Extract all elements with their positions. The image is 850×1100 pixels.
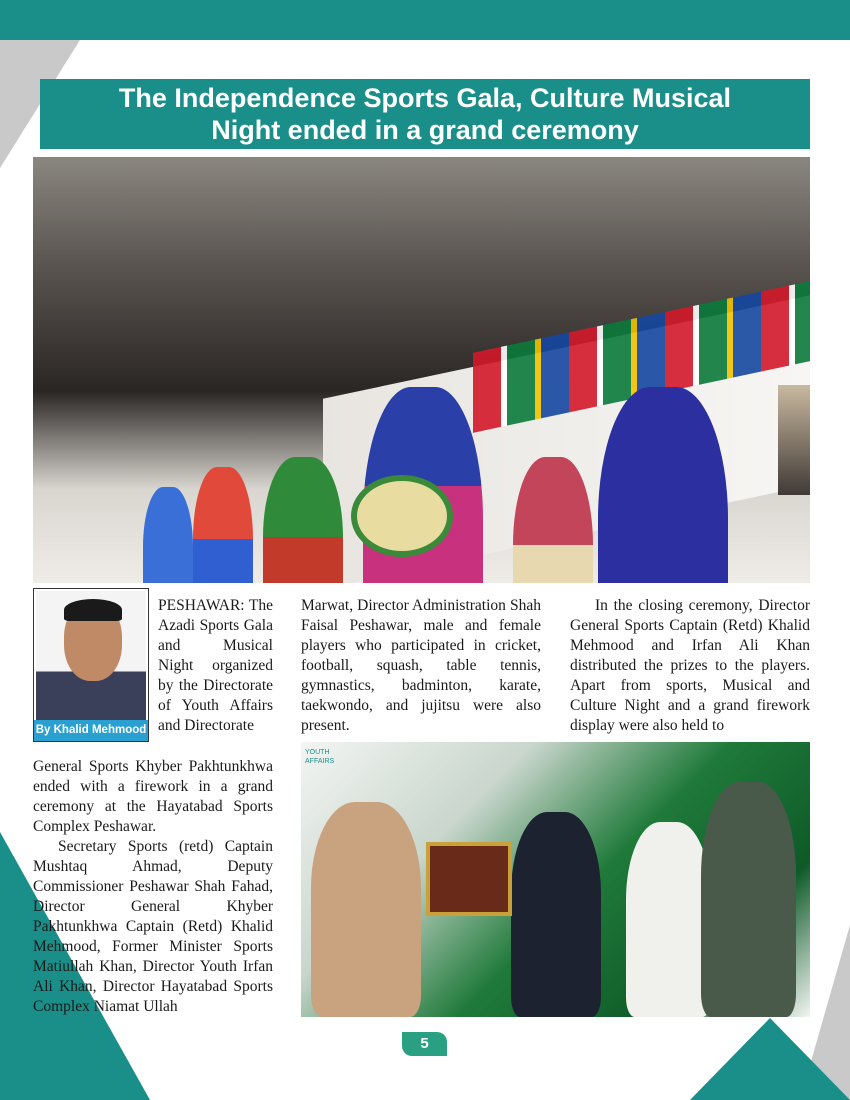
- title-line-2: Night ended in a grand ceremony: [211, 115, 639, 145]
- youth-affairs-logo: YOUTH AFFAIRS: [305, 749, 335, 765]
- dancer-figure: [143, 487, 193, 583]
- award-ceremony-photo: [301, 742, 810, 1017]
- dancer-figure: [513, 457, 593, 583]
- column-3-paragraph: In the closing ceremony, Director General Sports Captain (Retd) Khalid Mehmood and Irfan Ali Khan distributed the prizes to the players. Apart from sports, Musical and Culture Night and a grand firework display were also held to: [570, 597, 810, 734]
- top-bar: [0, 0, 850, 40]
- author-caption: By Khalid Mehmood: [34, 720, 148, 741]
- column-1-paragraph-1: General Sports Khyber Pakhtunkhwa ended with a firework in a grand ceremony at the Hayatabad Sports Complex Peshawar.: [33, 758, 273, 835]
- column-3-text: [570, 596, 810, 736]
- decor-triangle-bottom-right-teal: [690, 1018, 850, 1100]
- person-figure: [701, 782, 796, 1017]
- person-figure: [511, 812, 601, 1017]
- author-box: [33, 588, 149, 742]
- dance-performance-photo: [33, 157, 810, 583]
- dancer-figure: [598, 387, 728, 583]
- column-1-top-text: PESHAWAR: The Azadi Sports Gala and Musical Night organized by the Directorate of Youth Affairs and Directorate: [158, 597, 273, 734]
- award-plaque-icon: [426, 842, 512, 916]
- person-figure: [626, 822, 711, 1017]
- person-figure: [311, 802, 421, 1017]
- article-title: [40, 79, 810, 149]
- column-2-text: Marwat, Director Administration Shah Faisal Peshawar, male and female players who participated in cricket, football, squash, table tennis, gymnastics, badminton, karate, taekwondo, and jujitsu were also present.: [301, 597, 541, 734]
- author-photo: [36, 591, 146, 737]
- dancer-figure: [263, 457, 343, 583]
- column-1-bottom-text: [33, 757, 273, 1017]
- column-1-paragraph-2: Secretary Sports (retd) Captain Mushtaq Ahmad, Deputy Commissioner Peshawar Shah Fahad, Director General Khyber Pakhtunkhwa Captain (Retd) Khalid Mehmood, Former Minister Sports Matiullah Khan, Director Youth Irfan Ali Khan, Director Hayatabad Sports Complex Niamat Ullah: [33, 838, 273, 1015]
- title-line-1: The Independence Sports Gala, Culture Musical: [118, 83, 732, 113]
- drum-icon: [351, 475, 453, 557]
- page-number: 5: [402, 1032, 447, 1056]
- portrait-on-banner: [778, 385, 810, 495]
- author-hair: [64, 599, 122, 621]
- dancer-figure: [193, 467, 253, 583]
